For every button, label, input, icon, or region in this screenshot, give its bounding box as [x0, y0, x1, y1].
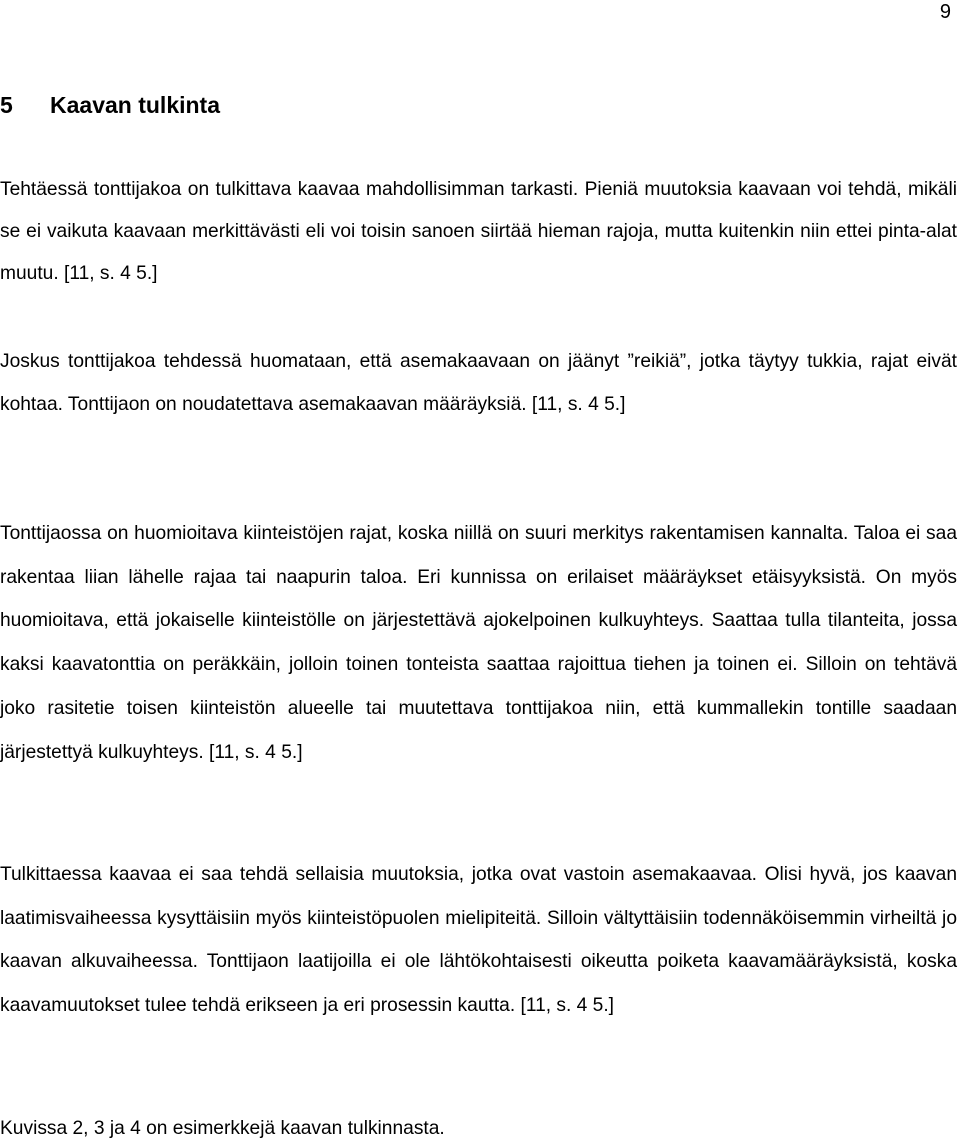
paragraph-3: Tonttijaossa on huomioitava kiinteistöjen rajat, koska niillä on suuri merkitys rakentamisen kannalta. Taloa ei saa rakentaa liian lähelle rajaa tai naapurin taloa. Eri kunnissa on erilaiset määräykset etäisyyksistä. On myös huomioitava, että jokaiselle kiinteistölle on järjestettävä ajokelpoinen kulkuyhteys. Saattaa tulla tilanteita, jossa kaksi kaavatonttia on peräkkäin, jolloin toinen tonteista saattaa rajoittua tiehen ja toinen ei. Silloin on tehtävä joko rasitetie toisen kiinteistön alueelle tai muutettava tonttijakoa niin, että kummallekin tontille saadaan järjestettyä kulkuyhteys. [11, s. 4 5.] — [0, 523, 957, 763]
page-number: 9 — [939, 1, 951, 23]
section-title: Kaavan tulkinta — [50, 92, 220, 118]
paragraph-5: Kuvissa 2, 3 ja 4 on esimerkkejä kaavan tulkinnasta. — [0, 1118, 445, 1139]
paragraph-4: Tulkittaessa kaavaa ei saa tehdä sellaisia muutoksia, jotka ovat vastoin asemakaavaa. Olisi hyvä, jos kaavan laatimisvaiheessa kysyttäisiin myös kiinteistöpuolen mielipiteitä. Silloin vältyttäisiin todennäköisemmin virheiltä jo kaavan alkuvaiheessa. Tonttijaon laatijoilla ei ole lähtökohtaisesti oikeutta poiketa kaavamääräyksistä, koska kaavamuutokset tulee tehdä erikseen ja eri prosessin kautta. [11, s. 4 5.] — [0, 864, 957, 1017]
paragraph-1: Tehtäessä tonttijakoa on tulkittava kaavaa mahdollisimman tarkasti. Pieniä muutoksia kaavaan voi tehdä, mikäli se ei vaikuta kaavaan merkittävästi eli voi toisin sanoen siirtää hieman rajoja, mutta kuitenkin niin ettei pinta-alat muutu. [11, s. 4 5.] — [0, 179, 957, 284]
paragraph-2: Joskus tonttijakoa tehdessä huomataan, että asemakaavaan on jäänyt ”reikiä”, jotka täytyy tukkia, rajat eivät kohtaa. Tonttijaon on noudatettava asemakaavan määräyksiä. [11, s. 4 5.] — [0, 351, 957, 415]
section-number: 5 — [0, 92, 13, 118]
section-heading — [0, 91, 220, 119]
